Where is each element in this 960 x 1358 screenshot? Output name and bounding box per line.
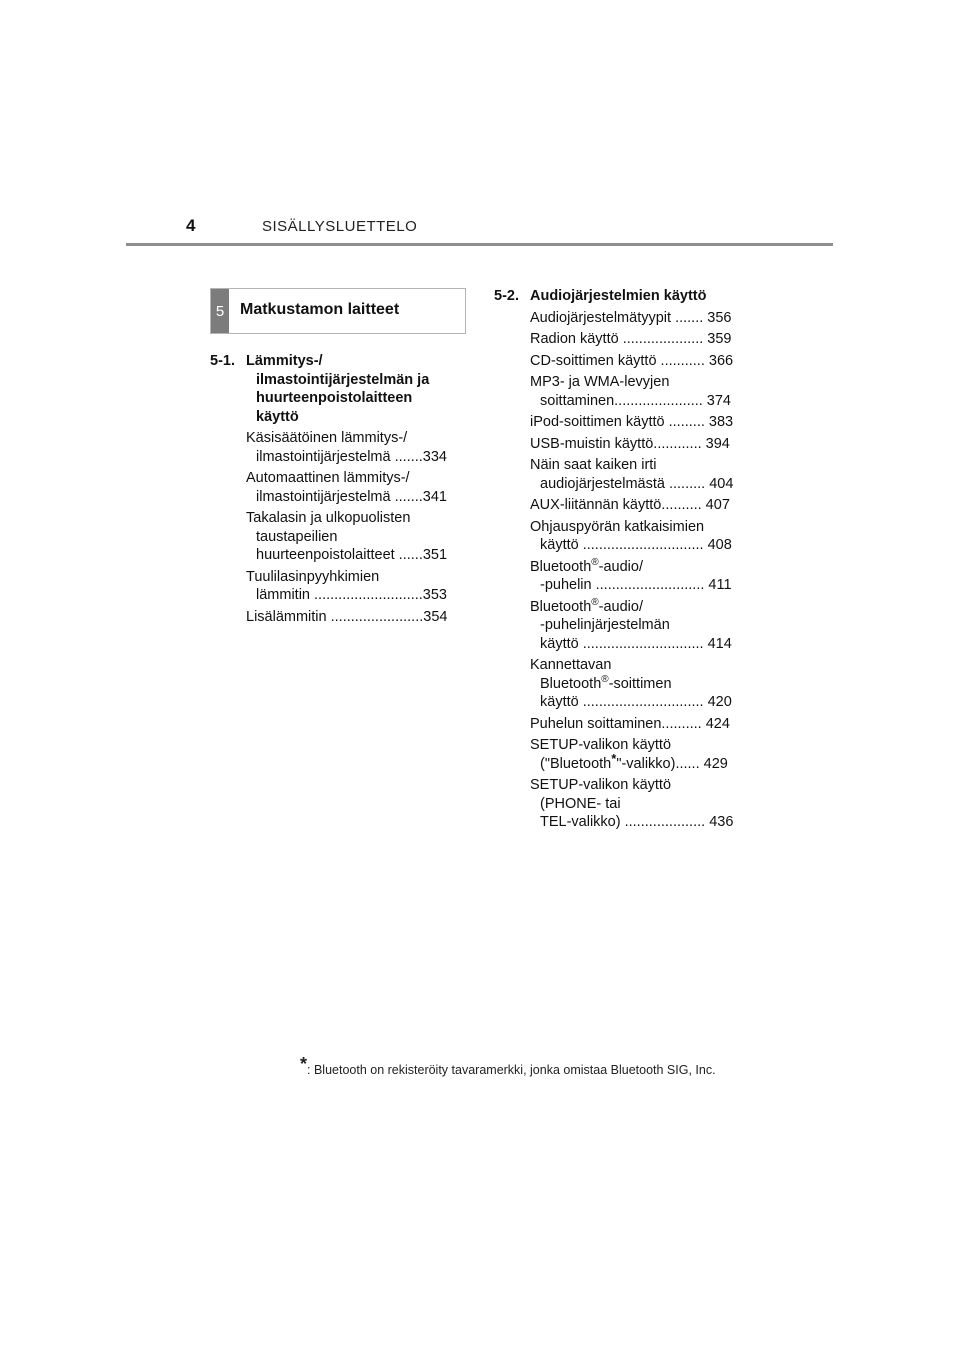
toc-entry-line: Kannettavan <box>530 657 612 673</box>
toc-entry[interactable] <box>494 413 744 432</box>
toc-subsection-5-2 <box>494 287 744 306</box>
toc-entry-line: Audiojärjestelmätyypit ....... 356 <box>530 309 732 326</box>
toc-entry[interactable] <box>494 373 744 410</box>
toc-entry-line: TEL-valikko) .................... 436 <box>540 814 734 830</box>
footnote-text: : Bluetooth on rekisteröity tavaramerkki, jonka omistaa Bluetooth SIG, Inc. <box>307 1063 716 1077</box>
toc-entry[interactable] <box>494 518 744 555</box>
toc-entry-line: Lisälämmitin .......................354 <box>246 608 448 625</box>
toc-entry-line: Ohjauspyörän katkaisimien <box>530 518 705 535</box>
toc-entry-line: Näin saat kaiken irti <box>530 457 657 473</box>
toc-entry-line: käyttö .............................. 420 <box>540 694 732 710</box>
toc-entry-line: käyttö .............................. 408 <box>540 537 732 553</box>
toc-entry[interactable] <box>210 568 460 605</box>
toc-entry-line: Tuulilasinpyyhkimien <box>246 568 380 585</box>
footnote-asterisk: * <box>611 750 617 766</box>
entry-text: Bluetooth <box>530 558 592 575</box>
subsection-title-line: käyttö <box>256 408 299 425</box>
toc-entry-line: Takalasin ja ulkopuolisten <box>246 510 411 526</box>
header-divider <box>126 243 833 246</box>
toc-entry-line: Puhelun soittaminen.......... 424 <box>530 715 730 732</box>
entry-text: "-valikko)...... 429 <box>616 755 728 772</box>
toc-entry[interactable] <box>494 558 744 595</box>
entry-text: Bluetooth <box>530 598 592 615</box>
page-title: SISÄLLYSLUETTELO <box>262 218 418 235</box>
toc-column-right <box>494 287 744 832</box>
toc-entry-line: Automaattinen lämmitys-/ <box>246 470 410 486</box>
toc-entry-line <box>530 598 744 617</box>
toc-entry-line: (PHONE- tai <box>540 795 621 812</box>
toc-entry-line: iPod-soittimen käyttö ......... 383 <box>530 414 734 430</box>
toc-entry-line: soittaminen...................... 374 <box>540 392 731 409</box>
toc-entry-line: ilmastointijärjestelmä .......334 <box>256 448 447 465</box>
toc-entry[interactable] <box>210 469 460 506</box>
entry-text: Bluetooth <box>540 675 602 692</box>
toc-entry[interactable] <box>210 509 460 565</box>
section-heading <box>210 288 466 334</box>
toc-entry-line: audiojärjestelmästä ......... 404 <box>540 475 734 492</box>
toc-entry-line: -puhelin ........................... 411 <box>540 577 732 593</box>
toc-entry-line <box>530 750 744 774</box>
toc-entry-line: Käsisäätöinen lämmitys-/ <box>246 430 408 446</box>
registered-mark: ® <box>591 556 599 568</box>
toc-entry[interactable] <box>494 736 744 773</box>
page-number: 4 <box>186 216 196 235</box>
registered-mark: ® <box>591 596 599 608</box>
footnote <box>300 1054 716 1077</box>
toc-entry[interactable] <box>210 608 460 627</box>
entry-text: -soittimen <box>608 675 672 692</box>
toc-entry-line: käyttö .............................. 414 <box>540 635 732 652</box>
toc-entry-line: USB-muistin käyttö............ 394 <box>530 435 730 452</box>
entry-text: -audio/ <box>598 598 643 615</box>
toc-entry-line: SETUP-valikon käyttö <box>530 777 672 793</box>
toc-entry-line: -puhelinjärjestelmän <box>540 617 670 633</box>
toc-subsection-5-1 <box>210 352 460 426</box>
entry-text: -audio/ <box>598 558 643 575</box>
toc-entry-line: MP3- ja WMA-levyjen <box>530 374 670 390</box>
toc-entry-line: Radion käyttö .................... 359 <box>530 331 732 347</box>
toc-entry-line: ilmastointijärjestelmä .......341 <box>256 488 447 505</box>
toc-entry-line: taustapeilien <box>256 528 338 545</box>
section-title: Matkustamon laitteet <box>240 301 400 318</box>
subsection-title-line: huurteenpoistolaitteen <box>256 390 413 406</box>
subsection-title: Audiojärjestelmien käyttö <box>530 288 707 304</box>
toc-entry[interactable] <box>494 330 744 349</box>
toc-entry-line: SETUP-valikon käyttö <box>530 737 672 753</box>
registered-mark: ® <box>601 673 609 685</box>
toc-entry[interactable] <box>494 309 744 328</box>
subsection-number: 5-2. <box>494 288 519 304</box>
toc-entry[interactable] <box>210 429 460 466</box>
toc-entry-line <box>530 558 744 577</box>
toc-entry-line: lämmitin ...........................353 <box>256 587 447 603</box>
subsection-title-line: ilmastointijärjestelmän ja <box>256 371 430 388</box>
section-number-tab: 5 <box>211 289 229 333</box>
subsection-title-line: Lämmitys-/ <box>246 353 323 369</box>
toc-column-left <box>210 352 460 626</box>
toc-entry[interactable] <box>494 715 744 734</box>
footnote-asterisk: * <box>300 1054 308 1074</box>
toc-entry[interactable] <box>494 456 744 493</box>
toc-entry-line: CD-soittimen käyttö ........... 366 <box>530 352 734 369</box>
toc-entry-line: huurteenpoistolaitteet ......351 <box>256 547 448 563</box>
subsection-number: 5-1. <box>210 353 235 369</box>
toc-entry[interactable] <box>494 352 744 371</box>
toc-entry[interactable] <box>494 776 744 832</box>
toc-entry[interactable] <box>494 598 744 654</box>
toc-entry[interactable] <box>494 435 744 454</box>
toc-entry[interactable] <box>494 656 744 712</box>
toc-entry-line <box>530 675 744 694</box>
entry-text: ("Bluetooth <box>540 755 612 772</box>
toc-entry[interactable] <box>494 496 744 515</box>
toc-entry-line: AUX-liitännän käyttö.......... 407 <box>530 497 730 513</box>
